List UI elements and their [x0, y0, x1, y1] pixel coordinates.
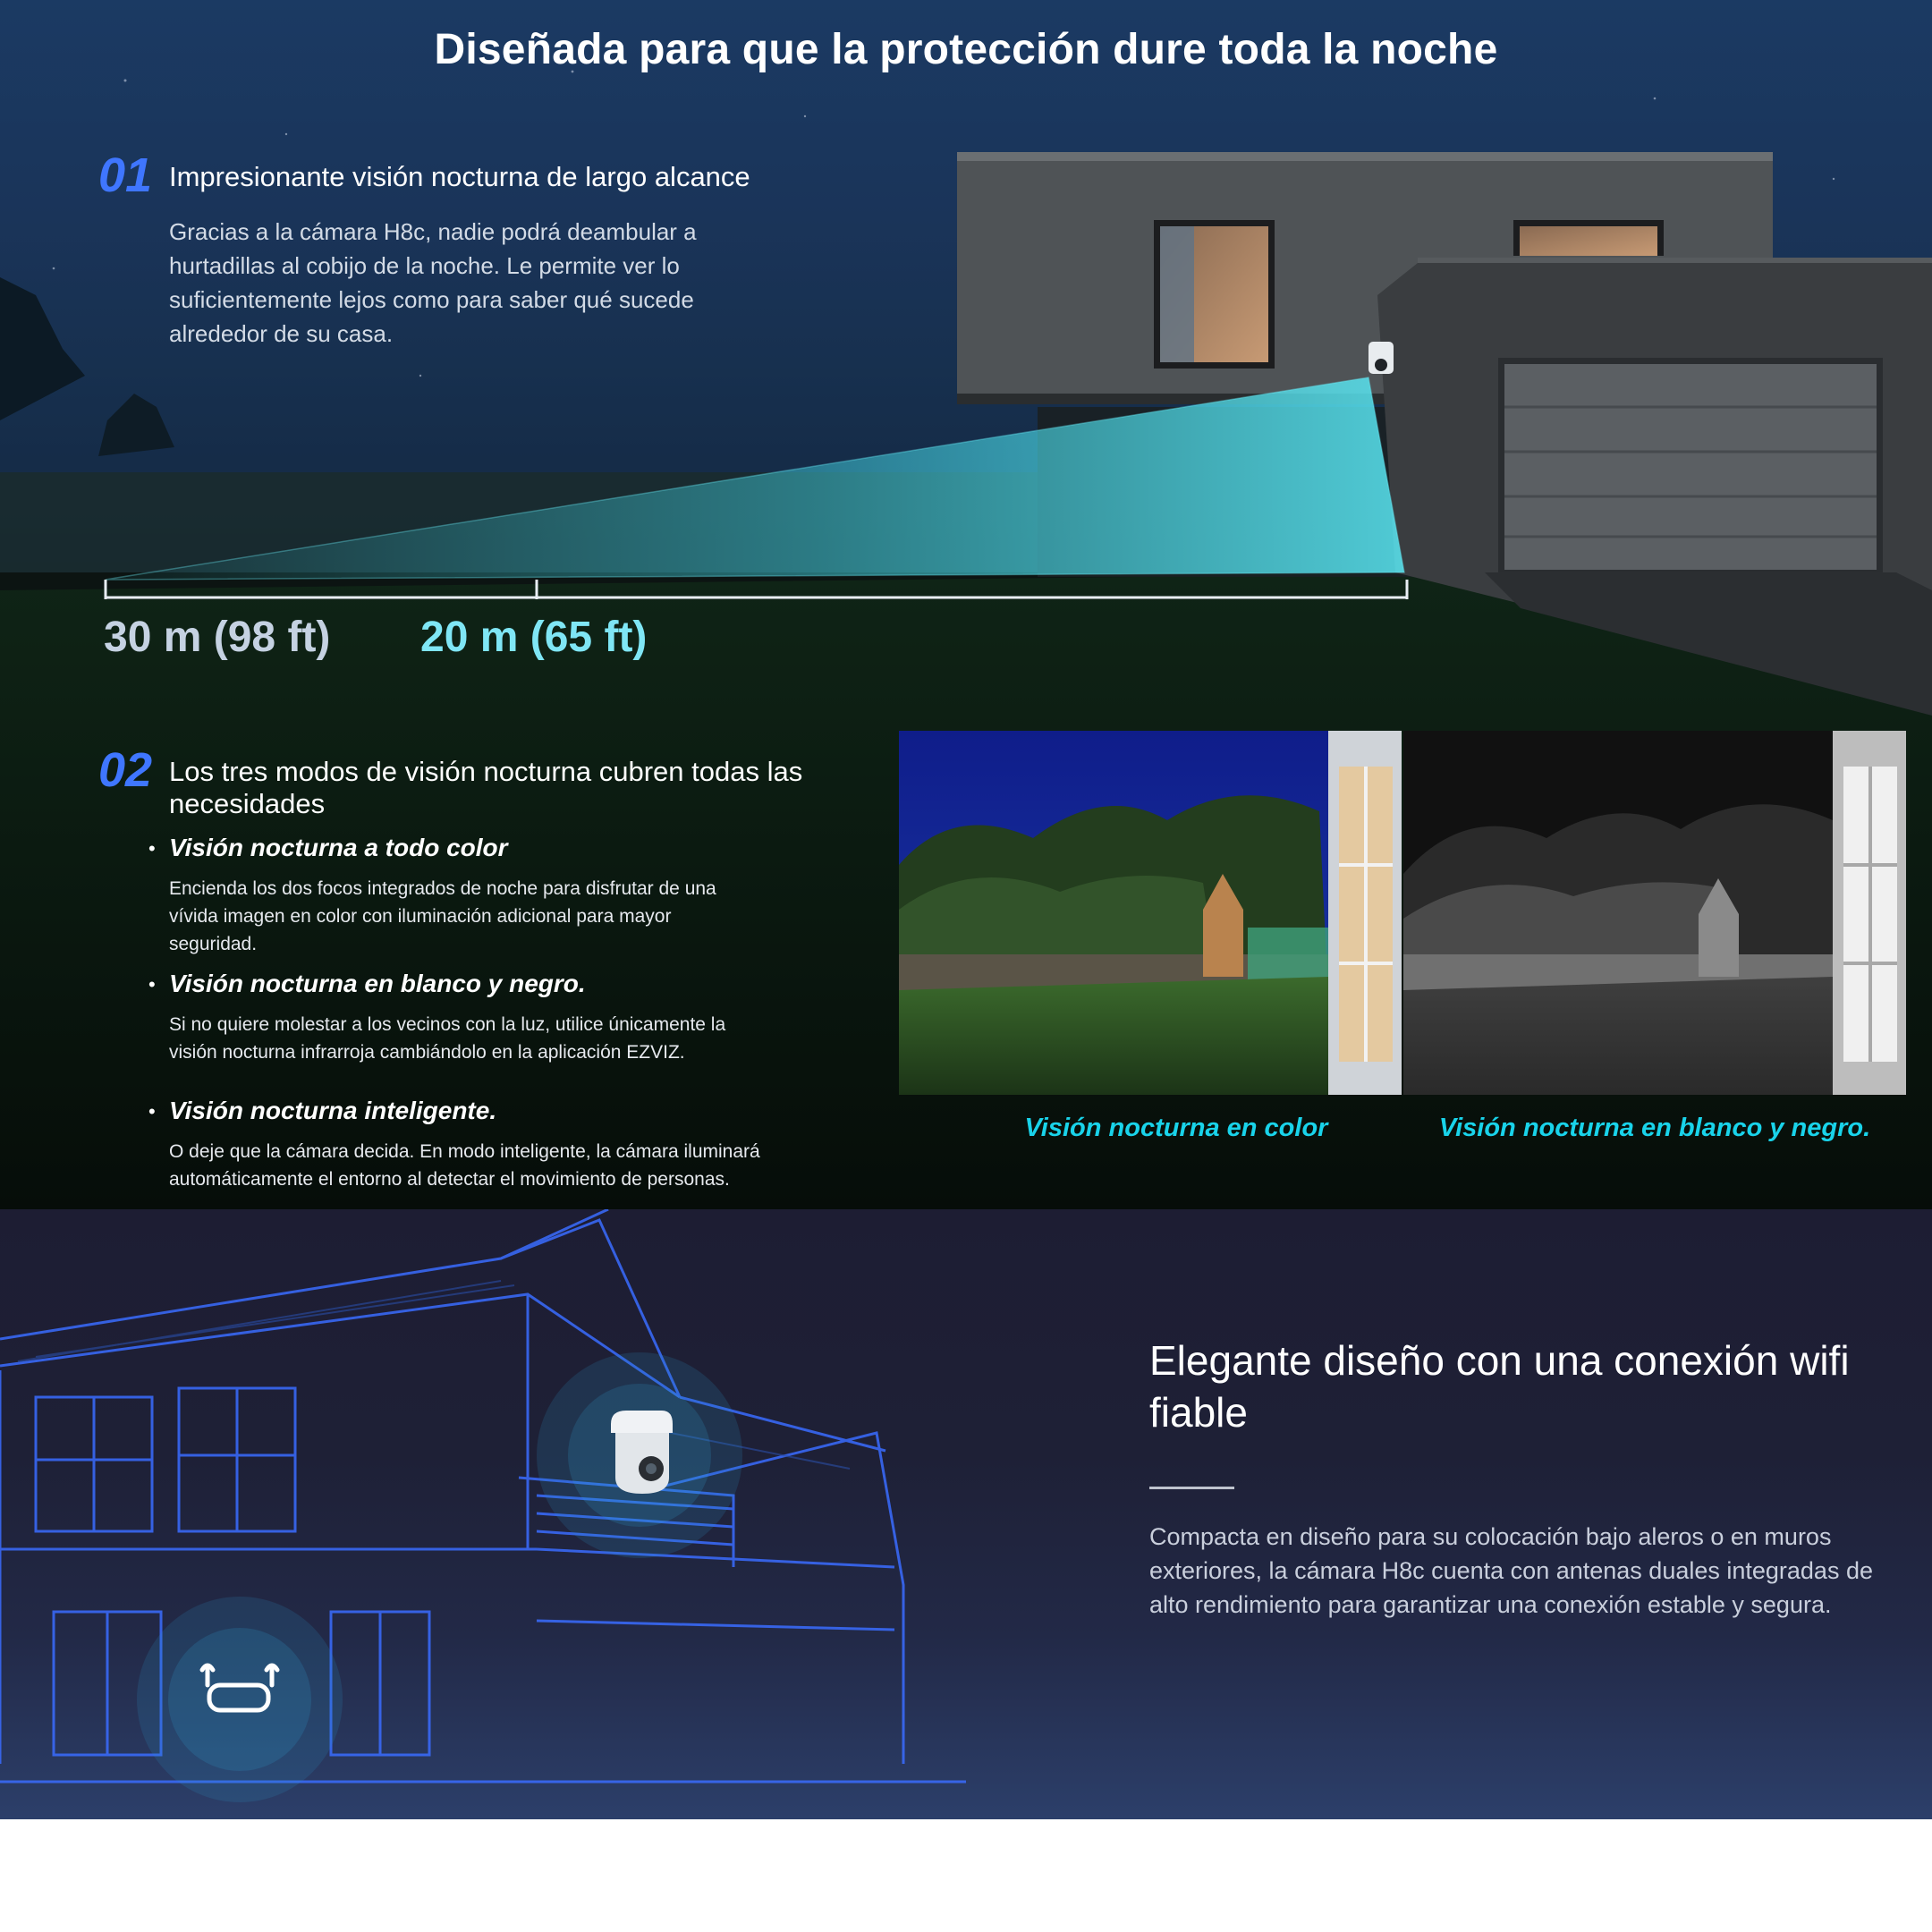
description-line: Gracias a la cámara H8c, nadie podrá deambular a: [169, 218, 697, 245]
wifi-title: [1149, 1335, 1883, 1438]
description-line: alrededor de su casa.: [169, 320, 394, 347]
wifi-title-line: fiable: [1149, 1389, 1248, 1436]
color-night-vision-photo: [899, 731, 1402, 1095]
wifi-line: Compacta en diseño para su colocación bajo aleros o en muros: [1149, 1523, 1832, 1550]
mode-title-full-color: Visión nocturna a todo color: [169, 834, 508, 861]
camera-icon: [611, 1411, 673, 1494]
mode-line: visión nocturna infrarroja cambiándolo en la aplicación EZVIZ.: [169, 1042, 685, 1063]
feature-title-line: necesidades: [169, 788, 326, 819]
feature-title-long-range: Impresionante visión nocturna de largo alcance: [169, 161, 750, 192]
caption-color: Visión nocturna en color: [1024, 1114, 1328, 1142]
camera-icon: [1368, 342, 1394, 374]
mode-line: automáticamente el entorno al detectar el movimiento de personas.: [169, 1169, 730, 1190]
caption-bw: Visión nocturna en blanco y negro.: [1438, 1114, 1871, 1142]
mode-line: seguridad.: [169, 934, 258, 954]
mode-description: [169, 875, 885, 958]
wireframe-house-illustration: [0, 1209, 984, 1819]
mode-line: Si no quiere molestar a los vecinos con la luz, utilice únicamente la: [169, 1014, 726, 1035]
wifi-section: [0, 1209, 1932, 1819]
bw-night-vision-photo: [1403, 731, 1906, 1095]
page-title: Diseñada para que la protección dure toda la noche: [434, 26, 1498, 73]
mode-title-smart: Visión nocturna inteligente.: [169, 1097, 497, 1124]
distance-label-near: 20 m (65 ft): [420, 614, 648, 661]
feature-number-01: 01: [98, 148, 153, 202]
mode-line: Encienda los dos focos integrados de noche para disfrutar de una: [169, 878, 716, 899]
feature-title-line: Los tres modos de visión nocturna cubren todas las: [169, 756, 803, 787]
divider: [1149, 1487, 1234, 1489]
feature-title-night-modes: [169, 756, 885, 820]
mode-line: vívida imagen en color con iluminación adicional para mayor: [169, 906, 672, 927]
bullet: •: [148, 837, 156, 860]
mode-line: O deje que la cámara decida. En modo inteligente, la cámara iluminará: [169, 1141, 760, 1162]
wifi-line: exteriores, la cámara H8c cuenta con antenas duales integradas de: [1149, 1557, 1873, 1584]
wifi-line: alto rendimiento para garantizar una conexión estable y segura.: [1149, 1591, 1832, 1618]
mode-description: [169, 1011, 885, 1066]
mode-title-black-white: Visión nocturna en blanco y negro.: [169, 970, 586, 997]
feature-number-02: 02: [98, 743, 153, 797]
feature-description: [169, 215, 849, 351]
wifi-description: [1149, 1520, 1919, 1622]
description-line: hurtadillas al cobijo de la noche. Le permite ver lo: [169, 252, 680, 279]
mode-description: [169, 1138, 885, 1193]
bullet: •: [148, 973, 156, 996]
wifi-title-line: Elegante diseño con una conexión wifi: [1149, 1337, 1850, 1384]
bullet: •: [148, 1100, 156, 1123]
distance-label-far: 30 m (98 ft): [104, 614, 331, 661]
description-line: suficientemente lejos como para saber qué sucede: [169, 286, 694, 313]
